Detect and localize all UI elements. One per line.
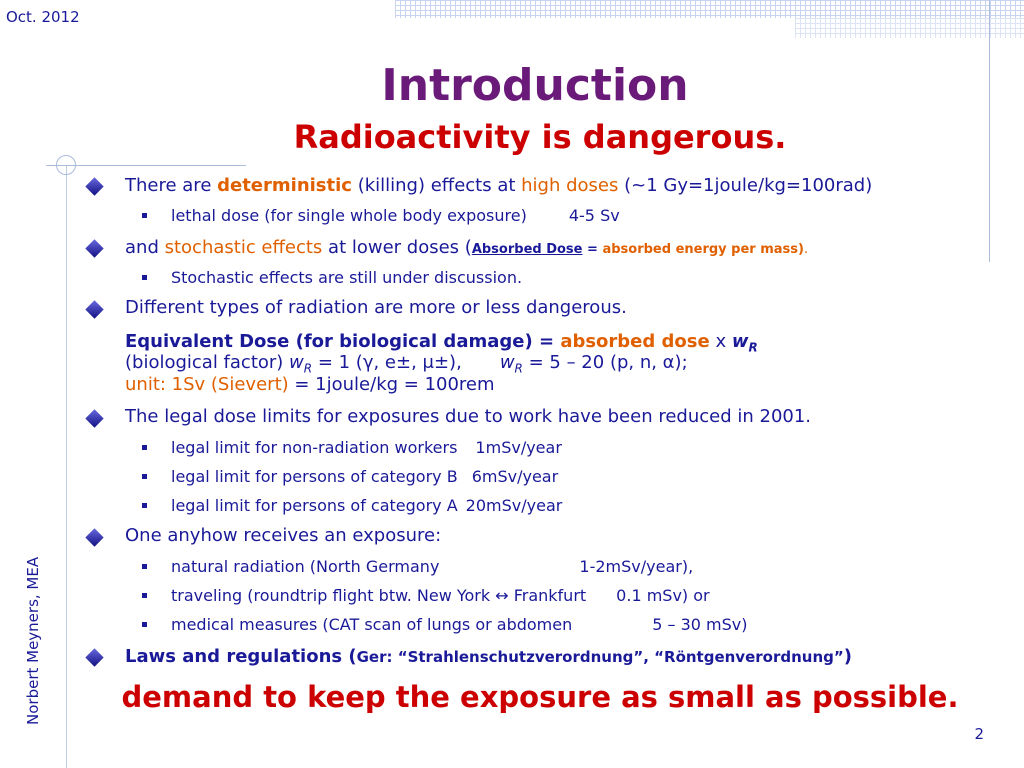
text: Absorbed Dose [471, 242, 583, 257]
bullet-exposure: One anyhow receives an exposure: [125, 525, 442, 546]
decorative-circle [56, 155, 76, 175]
bullet-deterministic [125, 175, 872, 196]
slide-subtitle: Radioactivity is dangerous. [293, 118, 787, 156]
square-bullet-icon [142, 503, 147, 508]
text-highlight: high doses [521, 175, 619, 196]
square-bullet-icon [142, 622, 147, 627]
text: 20mSv/year [465, 496, 563, 515]
diamond-bullet-icon [85, 409, 103, 427]
text: legal limit for persons of category B [171, 467, 458, 486]
text: ) [843, 646, 852, 667]
text-highlight: absorbed energy per mass) [602, 242, 804, 257]
bullet-laws [125, 646, 852, 667]
equivalent-dose-line-2 [125, 352, 688, 376]
text: at lower doses ( [322, 237, 472, 258]
decorative-line-left [66, 165, 67, 768]
text: 4-5 Sv [568, 206, 620, 225]
sub-bullet-flight [171, 586, 710, 605]
text: (~1 Gy=1joule/kg=100rad) [618, 175, 873, 196]
text: lethal dose (for single whole body exposure) [171, 206, 527, 225]
text: (killing) effects at [351, 175, 522, 196]
text: 5 – 30 mSv) [652, 615, 748, 634]
slide-page-number: 2 [974, 725, 984, 743]
diamond-bullet-icon [85, 177, 103, 195]
square-bullet-icon [142, 564, 147, 569]
text: medical measures (CAT scan of lungs or abdomen [171, 615, 573, 634]
text: legal limit for persons of category A [171, 496, 458, 515]
text: = [582, 242, 603, 257]
sub-bullet-stochastic: Stochastic effects are still under discussion. [171, 268, 523, 287]
diamond-bullet-icon [85, 528, 103, 546]
text: R [748, 340, 758, 355]
bullet-legal-limits: The legal dose limits for exposures due to work have been reduced in 2001. [125, 406, 812, 427]
equivalent-dose-line-3 [125, 374, 495, 395]
text: = 5 – 20 (p, n, α); [522, 352, 688, 373]
slide-date: Oct. 2012 [6, 8, 80, 26]
text: Equivalent Dose (for biological damage) = [125, 331, 561, 352]
text: w [499, 352, 515, 373]
text: . [803, 242, 809, 257]
sub-bullet-limit-non-radiation [171, 438, 562, 457]
text-highlight: deterministic [217, 175, 352, 196]
text: 1-2mSv/year), [579, 557, 694, 576]
text: 1mSv/year [475, 438, 562, 457]
bullet-stochastic [125, 237, 808, 258]
sub-bullet-medical [171, 615, 748, 634]
text: and [125, 237, 165, 258]
text: 0.1 mSv) or [616, 586, 710, 605]
diamond-bullet-icon [85, 239, 103, 257]
sub-bullet-lethal-dose [171, 206, 620, 225]
square-bullet-icon [142, 445, 147, 450]
square-bullet-icon [142, 213, 147, 218]
slide-author: Norbert Meyners, MEA [24, 556, 42, 725]
text-highlight: stochastic effects [164, 237, 323, 258]
text: Ger: “Strahlenschutzverordnung”, “Röntgenverordnung” [356, 648, 844, 666]
diamond-bullet-icon [85, 300, 103, 318]
text: traveling (roundtrip flight btw. New York ↔ Frankfurt [171, 586, 587, 605]
square-bullet-icon [142, 275, 147, 280]
diamond-bullet-icon [85, 648, 103, 666]
text-highlight: unit: 1Sv (Sievert) [125, 374, 289, 395]
bullet-radiation-types: Different types of radiation are more or less dangerous. [125, 297, 627, 318]
decorative-line-horizontal [46, 165, 246, 166]
square-bullet-icon [142, 593, 147, 598]
text: Laws and regulations ( [125, 646, 357, 667]
text: = 1 (γ, e±, μ±), [312, 352, 462, 373]
sub-bullet-limit-category-b [171, 467, 558, 486]
square-bullet-icon [142, 474, 147, 479]
text: R [514, 361, 523, 376]
conclusion-statement: demand to keep the exposure as small as possible. [121, 680, 959, 714]
text: = 1joule/kg = 100rem [288, 374, 495, 395]
corner-grid-decoration [395, 0, 1024, 18]
text: x [709, 331, 732, 352]
text: There are [125, 175, 218, 196]
text-highlight: absorbed dose [560, 331, 710, 352]
text: R [303, 361, 313, 376]
text: legal limit for non-radiation workers [171, 438, 458, 457]
sub-bullet-limit-category-a [171, 496, 562, 515]
text: natural radiation (North Germany [171, 557, 440, 576]
text: w [289, 352, 304, 373]
sub-bullet-natural-radiation [171, 557, 693, 576]
text: w [731, 331, 749, 352]
text: (biological factor) [125, 352, 290, 373]
text: 6mSv/year [471, 467, 559, 486]
slide-title: Introduction [381, 60, 689, 111]
